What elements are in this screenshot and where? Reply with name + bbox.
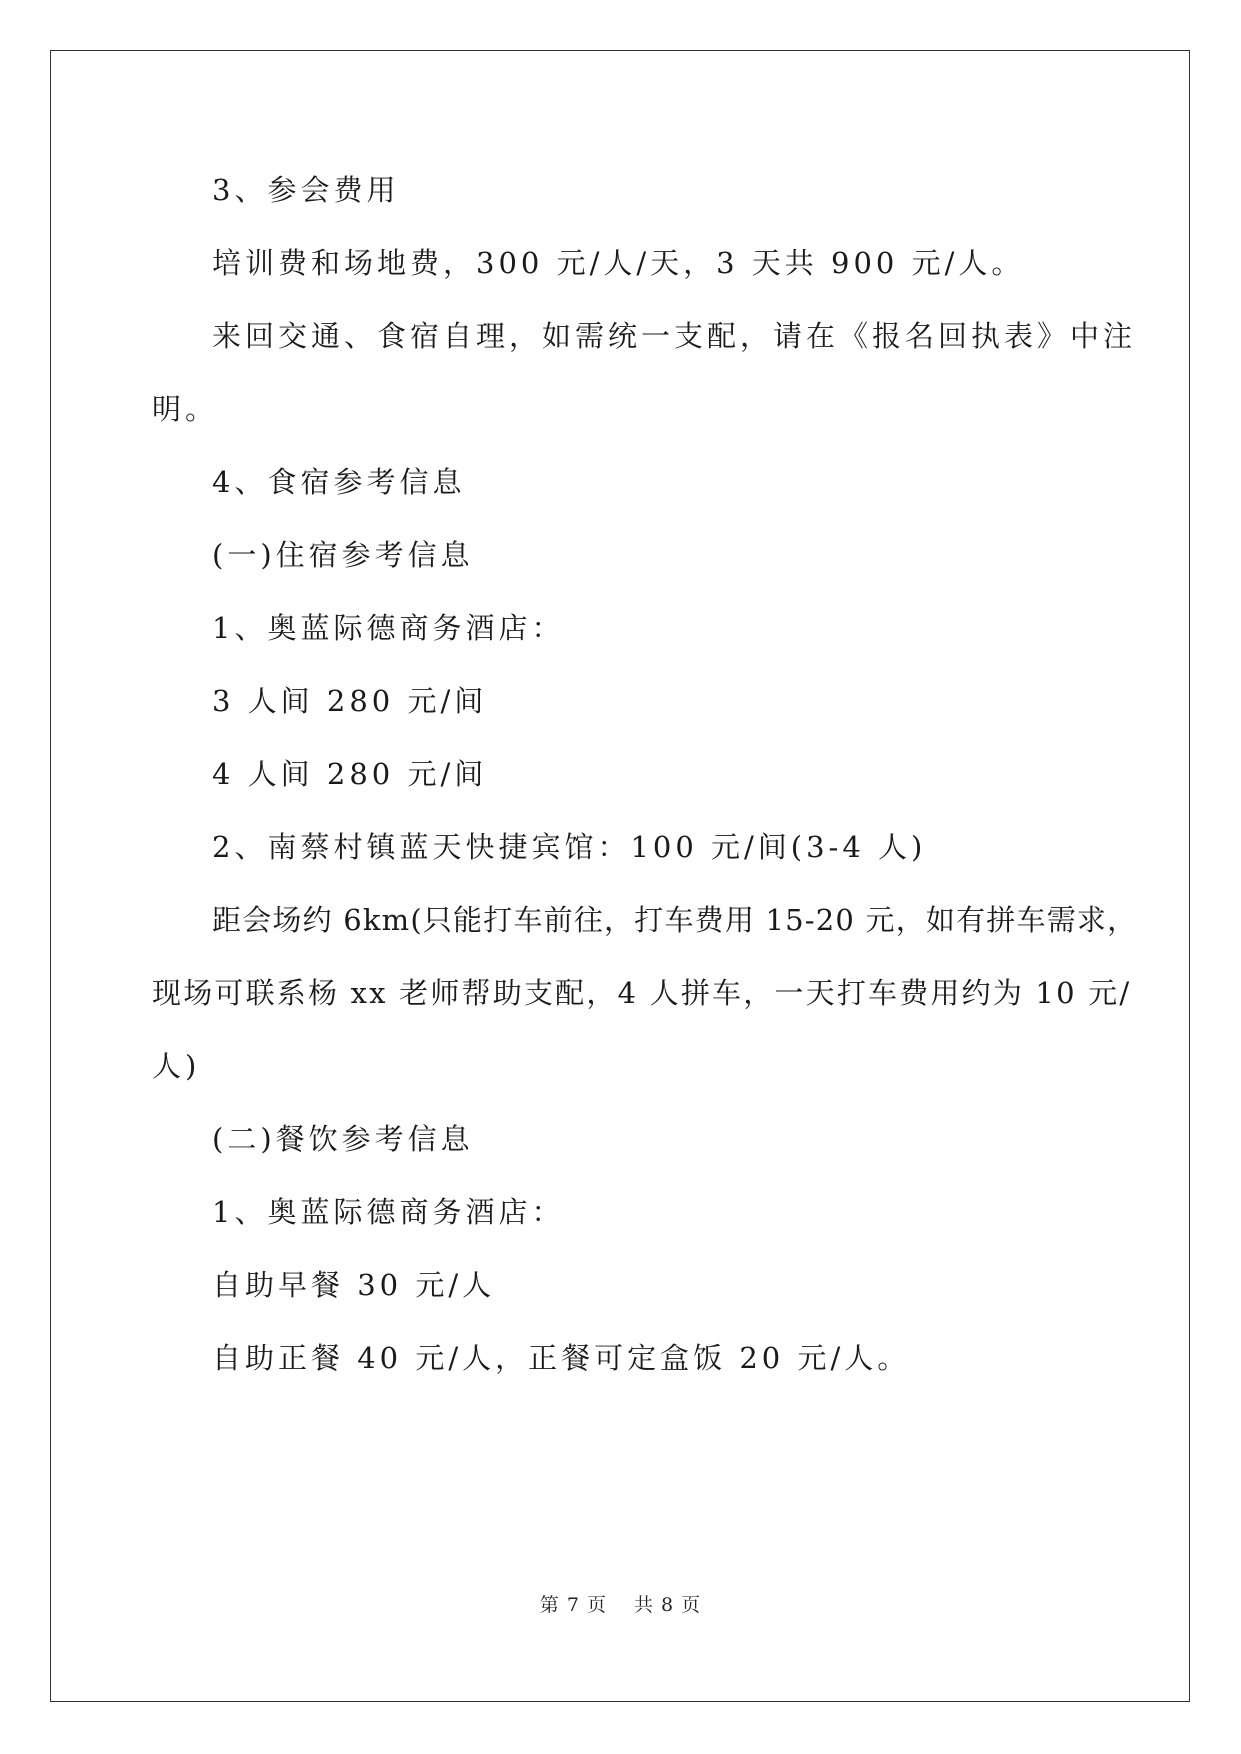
paragraph-fee-detail: 培训费和场地费，300 元/人/天，3 天共 900 元/人。 [212, 246, 1025, 280]
paragraph-distance-line2: 现场可联系杨 xx 老师帮助支配，4 人拼车，一天打车费用约为 10 元/ [152, 976, 1132, 1010]
hotel-name-2: 2、南蔡村镇蓝天快捷宾馆：100 元/间(3-4 人) [212, 830, 927, 864]
section-heading-lodging: 4、食宿参考信息 [212, 465, 466, 499]
room-rate-quad: 4 人间 280 元/间 [212, 757, 488, 791]
paragraph-transport-line1: 来回交通、食宿自理，如需统一支配，请在《报名回执表》中注 [212, 319, 1137, 353]
paragraph-transport-line2: 明。 [152, 392, 219, 426]
page-total: 共 8 页 [634, 1594, 702, 1616]
meal-price: 自助正餐 40 元/人，正餐可定盒饭 20 元/人。 [212, 1341, 911, 1375]
hotel-name-1: 1、奥蓝际德商务酒店： [212, 611, 565, 645]
page-footer [0, 1590, 1241, 1617]
catering-hotel-name: 1、奥蓝际德商务酒店： [212, 1195, 565, 1229]
room-rate-triple: 3 人间 280 元/间 [212, 684, 488, 718]
paragraph-distance-line1: 距会场约 6km(只能打车前往，打车费用 15-20 元，如有拼车需求， [212, 903, 1138, 937]
page-number: 第 7 页 [539, 1594, 607, 1616]
subheading-accommodation: (一)住宿参考信息 [212, 538, 474, 572]
paragraph-distance-line3: 人) [152, 1049, 201, 1083]
breakfast-price: 自助早餐 30 元/人 [212, 1268, 496, 1302]
page-border [50, 50, 1190, 1702]
section-heading-fees: 3、参会费用 [212, 173, 400, 207]
subheading-catering: (二)餐饮参考信息 [212, 1122, 474, 1156]
